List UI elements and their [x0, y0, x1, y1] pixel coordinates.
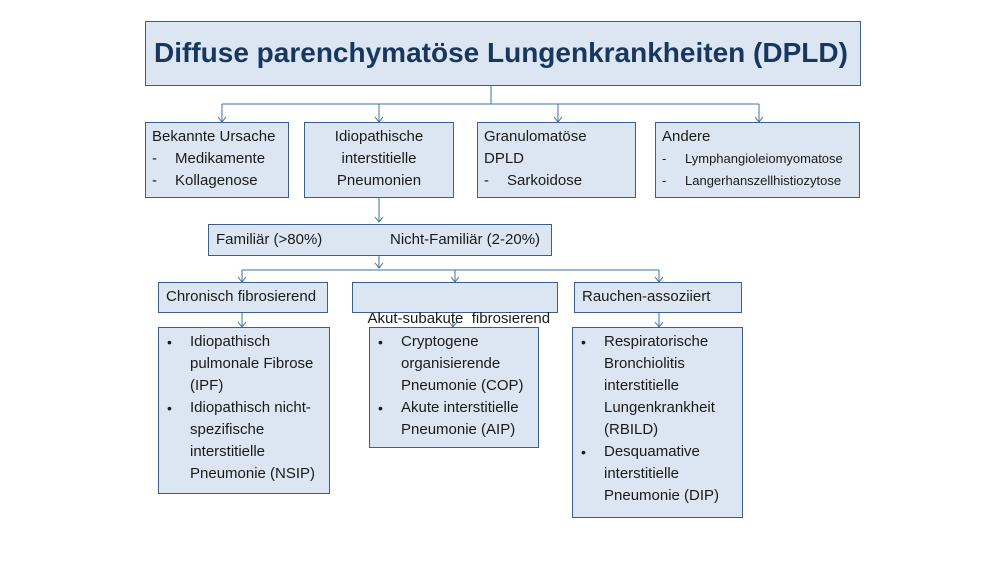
item-line: Desquamative — [604, 443, 700, 460]
known-cause-heading: Bekannte Ursache — [152, 128, 276, 145]
idiopathic-line: interstitielle — [341, 150, 417, 167]
item-text: Medikamente — [175, 150, 266, 167]
dash-marker: - — [484, 172, 489, 189]
acute-list-box — [369, 327, 539, 448]
bullet-marker: • — [581, 334, 586, 350]
bullet-marker: • — [167, 400, 172, 416]
other-heading: Andere — [662, 128, 711, 145]
chronic-heading: Chronisch fibrosierend — [166, 288, 317, 305]
idiopathic-line: Idiopathische — [334, 128, 424, 145]
dash-marker: - — [662, 151, 667, 166]
chronic-list-box — [158, 327, 330, 494]
other-box — [655, 122, 860, 198]
bullet-marker: • — [378, 400, 383, 416]
list-item — [581, 331, 734, 441]
known-cause-box — [145, 122, 289, 198]
granulomatous-box — [477, 122, 636, 198]
item-line: Pneumonie (COP) — [401, 377, 524, 394]
list-item — [152, 170, 282, 192]
item-line: (RBILD) — [604, 421, 659, 438]
non-familial-label: Nicht-Familiär (2-20%) — [390, 231, 541, 248]
list-item — [581, 441, 734, 507]
item-text: Lymphangioleiomyomatose — [685, 151, 843, 166]
item-line: Cryptogene — [401, 333, 479, 350]
idiopathic-box — [304, 122, 454, 198]
bullet-marker: • — [378, 334, 383, 350]
item-line: Idiopathisch — [190, 333, 271, 350]
list-item — [378, 331, 530, 397]
item-line: Akute interstitielle — [401, 399, 519, 416]
dash-marker: - — [152, 172, 157, 189]
list-item — [662, 170, 853, 192]
idiopathic-line: Pneumonien — [336, 172, 422, 189]
bullet-marker: • — [581, 444, 586, 460]
granulomatous-line: Granulomatöse — [484, 128, 587, 145]
acute-heading-box — [352, 282, 558, 327]
dash-marker: - — [152, 150, 157, 167]
page-title: Diffuse parenchymatöse Lungenkrankheiten (DPLD) — [154, 37, 848, 68]
familial-box — [208, 224, 552, 256]
smoking-heading-box — [574, 282, 742, 313]
item-text: Kollagenose — [175, 172, 258, 189]
list-item — [484, 170, 629, 192]
list-item — [378, 397, 530, 441]
list-item — [662, 148, 853, 170]
item-text: Sarkoidose — [507, 172, 583, 189]
item-line: spezifische — [190, 421, 265, 438]
list-item — [167, 397, 321, 485]
item-line: interstitielle — [190, 443, 266, 460]
granulomatous-line: DPLD — [484, 150, 525, 167]
item-line: Idiopathisch nicht- — [190, 399, 311, 416]
chronic-heading-box — [158, 282, 328, 313]
dash-marker: - — [662, 173, 667, 188]
item-line: (IPF) — [190, 377, 224, 394]
bullet-marker: • — [167, 334, 172, 350]
item-line: pulmonale Fibrose — [190, 355, 314, 372]
item-line: Pneumonie (DIP) — [604, 487, 720, 504]
item-line: Bronchiolitis — [604, 355, 685, 372]
item-line: organisierende — [401, 355, 501, 372]
smoking-list-box — [572, 327, 743, 518]
title-box — [145, 21, 861, 86]
item-line: interstitielle — [604, 465, 680, 482]
item-line: Pneumonie (AIP) — [401, 421, 516, 438]
list-item — [152, 148, 282, 170]
item-line: Lungenkrankheit — [604, 399, 715, 416]
smoking-heading: Rauchen-assoziiert — [582, 288, 711, 305]
item-line: Respiratorische — [604, 333, 709, 350]
item-line: Pneumonie (NSIP) — [190, 465, 316, 482]
familial-label: Familiär (>80%) — [216, 231, 323, 248]
list-item — [167, 331, 321, 397]
acute-heading: Akut-subakute fibrosierend — [367, 310, 551, 327]
item-text: Langerhanszellhistiozytose — [685, 173, 842, 188]
item-line: interstitielle — [604, 377, 680, 394]
